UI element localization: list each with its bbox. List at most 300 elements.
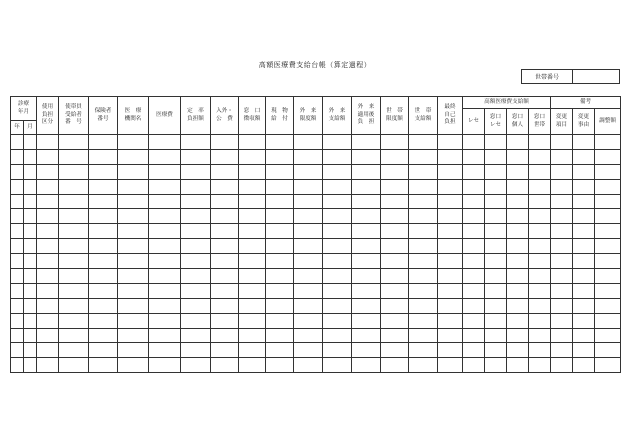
table-cell[interactable]	[11, 328, 24, 343]
table-cell[interactable]	[485, 343, 507, 358]
table-cell[interactable]	[294, 343, 323, 358]
table-cell[interactable]	[438, 298, 463, 313]
table-cell[interactable]	[211, 239, 239, 254]
table-cell[interactable]	[89, 194, 118, 209]
table-cell[interactable]	[485, 283, 507, 298]
table-cell[interactable]	[24, 254, 37, 269]
table-cell[interactable]	[181, 149, 211, 164]
table-cell[interactable]	[89, 283, 118, 298]
table-cell[interactable]	[595, 164, 621, 179]
table-cell[interactable]	[485, 149, 507, 164]
table-cell[interactable]	[323, 283, 352, 298]
table-cell[interactable]	[573, 328, 595, 343]
table-cell[interactable]	[181, 239, 211, 254]
table-cell[interactable]	[11, 343, 24, 358]
table-cell[interactable]	[24, 269, 37, 284]
table-cell[interactable]	[352, 328, 381, 343]
table-cell[interactable]	[463, 149, 485, 164]
table-cell[interactable]	[149, 149, 181, 164]
table-cell[interactable]	[438, 149, 463, 164]
table-cell[interactable]	[507, 283, 529, 298]
table-cell[interactable]	[294, 313, 323, 328]
table-cell[interactable]	[89, 164, 118, 179]
table-cell[interactable]	[507, 269, 529, 284]
table-cell[interactable]	[595, 179, 621, 194]
table-cell[interactable]	[266, 343, 294, 358]
table-cell[interactable]	[37, 283, 59, 298]
table-cell[interactable]	[323, 343, 352, 358]
table-cell[interactable]	[409, 313, 438, 328]
table-cell[interactable]	[211, 358, 239, 373]
table-cell[interactable]	[551, 298, 573, 313]
table-cell[interactable]	[294, 328, 323, 343]
table-cell[interactable]	[239, 343, 266, 358]
table-cell[interactable]	[181, 135, 211, 150]
table-cell[interactable]	[463, 343, 485, 358]
table-cell[interactable]	[181, 343, 211, 358]
table-cell[interactable]	[266, 179, 294, 194]
table-cell[interactable]	[381, 313, 409, 328]
table-cell[interactable]	[529, 343, 551, 358]
table-cell[interactable]	[294, 254, 323, 269]
table-cell[interactable]	[352, 164, 381, 179]
table-cell[interactable]	[529, 254, 551, 269]
table-cell[interactable]	[381, 298, 409, 313]
table-cell[interactable]	[409, 254, 438, 269]
table-cell[interactable]	[11, 358, 24, 373]
table-cell[interactable]	[438, 239, 463, 254]
table-cell[interactable]	[595, 328, 621, 343]
table-cell[interactable]	[529, 164, 551, 179]
table-cell[interactable]	[118, 164, 149, 179]
table-cell[interactable]	[529, 135, 551, 150]
table-cell[interactable]	[529, 328, 551, 343]
table-cell[interactable]	[24, 298, 37, 313]
table-cell[interactable]	[294, 224, 323, 239]
table-cell[interactable]	[24, 328, 37, 343]
table-cell[interactable]	[529, 283, 551, 298]
table-cell[interactable]	[551, 313, 573, 328]
table-cell[interactable]	[573, 209, 595, 224]
table-cell[interactable]	[24, 149, 37, 164]
table-cell[interactable]	[24, 209, 37, 224]
table-cell[interactable]	[551, 269, 573, 284]
table-cell[interactable]	[118, 135, 149, 150]
table-cell[interactable]	[294, 283, 323, 298]
table-cell[interactable]	[529, 194, 551, 209]
table-cell[interactable]	[323, 298, 352, 313]
table-cell[interactable]	[24, 164, 37, 179]
table-cell[interactable]	[323, 135, 352, 150]
table-cell[interactable]	[485, 358, 507, 373]
table-cell[interactable]	[211, 328, 239, 343]
table-cell[interactable]	[438, 164, 463, 179]
table-cell[interactable]	[573, 179, 595, 194]
table-cell[interactable]	[89, 135, 118, 150]
table-cell[interactable]	[529, 179, 551, 194]
table-cell[interactable]	[149, 283, 181, 298]
table-cell[interactable]	[485, 269, 507, 284]
table-cell[interactable]	[294, 358, 323, 373]
table-cell[interactable]	[89, 269, 118, 284]
table-cell[interactable]	[381, 179, 409, 194]
table-cell[interactable]	[507, 224, 529, 239]
table-cell[interactable]	[37, 358, 59, 373]
table-cell[interactable]	[438, 283, 463, 298]
table-cell[interactable]	[59, 239, 89, 254]
table-cell[interactable]	[381, 328, 409, 343]
table-cell[interactable]	[485, 239, 507, 254]
table-cell[interactable]	[507, 328, 529, 343]
table-cell[interactable]	[381, 135, 409, 150]
table-cell[interactable]	[463, 164, 485, 179]
table-cell[interactable]	[573, 313, 595, 328]
table-cell[interactable]	[573, 283, 595, 298]
table-cell[interactable]	[266, 149, 294, 164]
table-cell[interactable]	[507, 209, 529, 224]
table-cell[interactable]	[118, 343, 149, 358]
table-cell[interactable]	[11, 298, 24, 313]
table-cell[interactable]	[11, 269, 24, 284]
table-cell[interactable]	[239, 313, 266, 328]
table-cell[interactable]	[381, 209, 409, 224]
table-cell[interactable]	[573, 194, 595, 209]
table-cell[interactable]	[438, 209, 463, 224]
table-cell[interactable]	[323, 194, 352, 209]
table-cell[interactable]	[118, 283, 149, 298]
table-cell[interactable]	[266, 298, 294, 313]
table-cell[interactable]	[239, 164, 266, 179]
table-cell[interactable]	[507, 313, 529, 328]
table-cell[interactable]	[409, 209, 438, 224]
table-cell[interactable]	[573, 149, 595, 164]
table-cell[interactable]	[118, 298, 149, 313]
table-cell[interactable]	[529, 239, 551, 254]
table-cell[interactable]	[118, 269, 149, 284]
table-cell[interactable]	[507, 358, 529, 373]
table-cell[interactable]	[352, 194, 381, 209]
table-cell[interactable]	[89, 149, 118, 164]
table-cell[interactable]	[409, 283, 438, 298]
table-cell[interactable]	[239, 254, 266, 269]
table-cell[interactable]	[463, 194, 485, 209]
table-cell[interactable]	[59, 224, 89, 239]
table-cell[interactable]	[239, 239, 266, 254]
table-cell[interactable]	[294, 209, 323, 224]
table-cell[interactable]	[294, 179, 323, 194]
table-cell[interactable]	[239, 224, 266, 239]
table-cell[interactable]	[595, 209, 621, 224]
table-cell[interactable]	[573, 269, 595, 284]
table-cell[interactable]	[507, 298, 529, 313]
table-cell[interactable]	[352, 313, 381, 328]
table-cell[interactable]	[463, 298, 485, 313]
table-cell[interactable]	[294, 239, 323, 254]
table-cell[interactable]	[381, 343, 409, 358]
table-cell[interactable]	[409, 149, 438, 164]
table-cell[interactable]	[11, 254, 24, 269]
table-cell[interactable]	[59, 358, 89, 373]
table-cell[interactable]	[409, 194, 438, 209]
table-cell[interactable]	[551, 239, 573, 254]
table-cell[interactable]	[181, 358, 211, 373]
table-cell[interactable]	[529, 209, 551, 224]
table-cell[interactable]	[24, 239, 37, 254]
table-cell[interactable]	[37, 313, 59, 328]
table-cell[interactable]	[294, 298, 323, 313]
table-cell[interactable]	[485, 164, 507, 179]
table-cell[interactable]	[239, 179, 266, 194]
table-cell[interactable]	[181, 269, 211, 284]
table-cell[interactable]	[181, 254, 211, 269]
table-cell[interactable]	[294, 194, 323, 209]
table-cell[interactable]	[573, 254, 595, 269]
table-cell[interactable]	[409, 328, 438, 343]
table-cell[interactable]	[529, 313, 551, 328]
table-cell[interactable]	[352, 149, 381, 164]
table-cell[interactable]	[89, 313, 118, 328]
table-cell[interactable]	[59, 269, 89, 284]
table-cell[interactable]	[409, 135, 438, 150]
table-cell[interactable]	[529, 224, 551, 239]
table-cell[interactable]	[573, 164, 595, 179]
table-cell[interactable]	[37, 209, 59, 224]
table-cell[interactable]	[463, 135, 485, 150]
table-cell[interactable]	[24, 343, 37, 358]
table-cell[interactable]	[595, 254, 621, 269]
table-cell[interactable]	[409, 164, 438, 179]
table-cell[interactable]	[551, 164, 573, 179]
table-cell[interactable]	[595, 149, 621, 164]
table-cell[interactable]	[89, 239, 118, 254]
table-cell[interactable]	[381, 269, 409, 284]
table-cell[interactable]	[409, 239, 438, 254]
table-cell[interactable]	[595, 194, 621, 209]
table-cell[interactable]	[463, 239, 485, 254]
table-cell[interactable]	[266, 254, 294, 269]
table-cell[interactable]	[323, 179, 352, 194]
table-cell[interactable]	[409, 179, 438, 194]
table-cell[interactable]	[323, 358, 352, 373]
table-cell[interactable]	[381, 224, 409, 239]
table-cell[interactable]	[507, 135, 529, 150]
table-cell[interactable]	[37, 135, 59, 150]
table-cell[interactable]	[323, 149, 352, 164]
table-cell[interactable]	[37, 149, 59, 164]
table-cell[interactable]	[595, 224, 621, 239]
table-cell[interactable]	[409, 269, 438, 284]
table-cell[interactable]	[485, 254, 507, 269]
table-cell[interactable]	[118, 313, 149, 328]
table-cell[interactable]	[59, 135, 89, 150]
table-cell[interactable]	[149, 224, 181, 239]
table-cell[interactable]	[37, 298, 59, 313]
table-cell[interactable]	[551, 254, 573, 269]
table-cell[interactable]	[529, 358, 551, 373]
table-cell[interactable]	[149, 164, 181, 179]
table-cell[interactable]	[438, 135, 463, 150]
table-cell[interactable]	[463, 269, 485, 284]
table-cell[interactable]	[294, 149, 323, 164]
table-cell[interactable]	[11, 194, 24, 209]
table-cell[interactable]	[89, 209, 118, 224]
table-cell[interactable]	[485, 179, 507, 194]
table-cell[interactable]	[551, 224, 573, 239]
table-cell[interactable]	[352, 224, 381, 239]
table-cell[interactable]	[211, 298, 239, 313]
table-cell[interactable]	[89, 254, 118, 269]
table-cell[interactable]	[507, 343, 529, 358]
table-cell[interactable]	[485, 328, 507, 343]
table-cell[interactable]	[595, 239, 621, 254]
table-cell[interactable]	[211, 135, 239, 150]
table-cell[interactable]	[381, 358, 409, 373]
table-cell[interactable]	[323, 209, 352, 224]
table-cell[interactable]	[24, 283, 37, 298]
table-cell[interactable]	[11, 179, 24, 194]
table-cell[interactable]	[438, 313, 463, 328]
table-cell[interactable]	[463, 254, 485, 269]
table-cell[interactable]	[37, 328, 59, 343]
table-cell[interactable]	[352, 179, 381, 194]
table-cell[interactable]	[352, 239, 381, 254]
table-cell[interactable]	[11, 209, 24, 224]
table-cell[interactable]	[507, 194, 529, 209]
table-cell[interactable]	[24, 313, 37, 328]
table-cell[interactable]	[11, 164, 24, 179]
table-cell[interactable]	[323, 239, 352, 254]
table-cell[interactable]	[149, 343, 181, 358]
table-cell[interactable]	[239, 209, 266, 224]
table-cell[interactable]	[323, 164, 352, 179]
table-cell[interactable]	[11, 239, 24, 254]
table-cell[interactable]	[507, 149, 529, 164]
table-cell[interactable]	[24, 135, 37, 150]
table-cell[interactable]	[181, 164, 211, 179]
table-cell[interactable]	[59, 343, 89, 358]
table-cell[interactable]	[11, 283, 24, 298]
table-cell[interactable]	[59, 179, 89, 194]
table-cell[interactable]	[118, 179, 149, 194]
table-cell[interactable]	[352, 209, 381, 224]
table-cell[interactable]	[181, 224, 211, 239]
table-cell[interactable]	[11, 224, 24, 239]
table-cell[interactable]	[181, 194, 211, 209]
table-cell[interactable]	[211, 313, 239, 328]
table-cell[interactable]	[438, 343, 463, 358]
table-cell[interactable]	[409, 224, 438, 239]
table-cell[interactable]	[595, 343, 621, 358]
table-cell[interactable]	[485, 224, 507, 239]
table-cell[interactable]	[59, 313, 89, 328]
table-cell[interactable]	[211, 269, 239, 284]
table-cell[interactable]	[118, 149, 149, 164]
table-cell[interactable]	[485, 135, 507, 150]
table-cell[interactable]	[239, 328, 266, 343]
table-cell[interactable]	[211, 149, 239, 164]
table-cell[interactable]	[529, 298, 551, 313]
table-cell[interactable]	[381, 254, 409, 269]
table-cell[interactable]	[266, 209, 294, 224]
table-cell[interactable]	[266, 328, 294, 343]
table-cell[interactable]	[438, 224, 463, 239]
table-cell[interactable]	[59, 194, 89, 209]
table-cell[interactable]	[266, 283, 294, 298]
table-cell[interactable]	[239, 358, 266, 373]
table-cell[interactable]	[11, 149, 24, 164]
table-cell[interactable]	[181, 209, 211, 224]
table-cell[interactable]	[59, 149, 89, 164]
table-cell[interactable]	[211, 224, 239, 239]
table-cell[interactable]	[266, 194, 294, 209]
table-cell[interactable]	[181, 283, 211, 298]
table-cell[interactable]	[89, 328, 118, 343]
table-cell[interactable]	[573, 239, 595, 254]
table-cell[interactable]	[59, 164, 89, 179]
table-cell[interactable]	[463, 209, 485, 224]
table-cell[interactable]	[37, 194, 59, 209]
table-cell[interactable]	[323, 328, 352, 343]
table-cell[interactable]	[24, 179, 37, 194]
table-cell[interactable]	[551, 179, 573, 194]
table-cell[interactable]	[438, 269, 463, 284]
table-cell[interactable]	[463, 283, 485, 298]
table-cell[interactable]	[381, 149, 409, 164]
table-cell[interactable]	[149, 269, 181, 284]
table-cell[interactable]	[381, 194, 409, 209]
table-cell[interactable]	[89, 343, 118, 358]
table-cell[interactable]	[463, 179, 485, 194]
table-cell[interactable]	[149, 179, 181, 194]
table-cell[interactable]	[551, 328, 573, 343]
table-cell[interactable]	[266, 135, 294, 150]
table-cell[interactable]	[239, 283, 266, 298]
table-cell[interactable]	[239, 194, 266, 209]
table-cell[interactable]	[118, 358, 149, 373]
table-cell[interactable]	[485, 313, 507, 328]
table-cell[interactable]	[551, 135, 573, 150]
table-cell[interactable]	[409, 358, 438, 373]
table-cell[interactable]	[266, 164, 294, 179]
table-cell[interactable]	[551, 209, 573, 224]
table-cell[interactable]	[352, 135, 381, 150]
table-cell[interactable]	[381, 164, 409, 179]
table-cell[interactable]	[149, 313, 181, 328]
table-cell[interactable]	[239, 269, 266, 284]
table-cell[interactable]	[323, 269, 352, 284]
table-cell[interactable]	[266, 269, 294, 284]
table-cell[interactable]	[181, 298, 211, 313]
table-cell[interactable]	[211, 194, 239, 209]
table-cell[interactable]	[11, 135, 24, 150]
table-cell[interactable]	[266, 313, 294, 328]
table-cell[interactable]	[463, 224, 485, 239]
table-cell[interactable]	[149, 298, 181, 313]
table-cell[interactable]	[352, 283, 381, 298]
table-cell[interactable]	[438, 194, 463, 209]
table-cell[interactable]	[37, 269, 59, 284]
table-cell[interactable]	[181, 328, 211, 343]
table-cell[interactable]	[529, 149, 551, 164]
table-cell[interactable]	[37, 239, 59, 254]
table-cell[interactable]	[266, 358, 294, 373]
table-cell[interactable]	[59, 298, 89, 313]
table-cell[interactable]	[89, 358, 118, 373]
table-cell[interactable]	[239, 135, 266, 150]
table-cell[interactable]	[595, 135, 621, 150]
table-cell[interactable]	[37, 343, 59, 358]
table-cell[interactable]	[381, 283, 409, 298]
